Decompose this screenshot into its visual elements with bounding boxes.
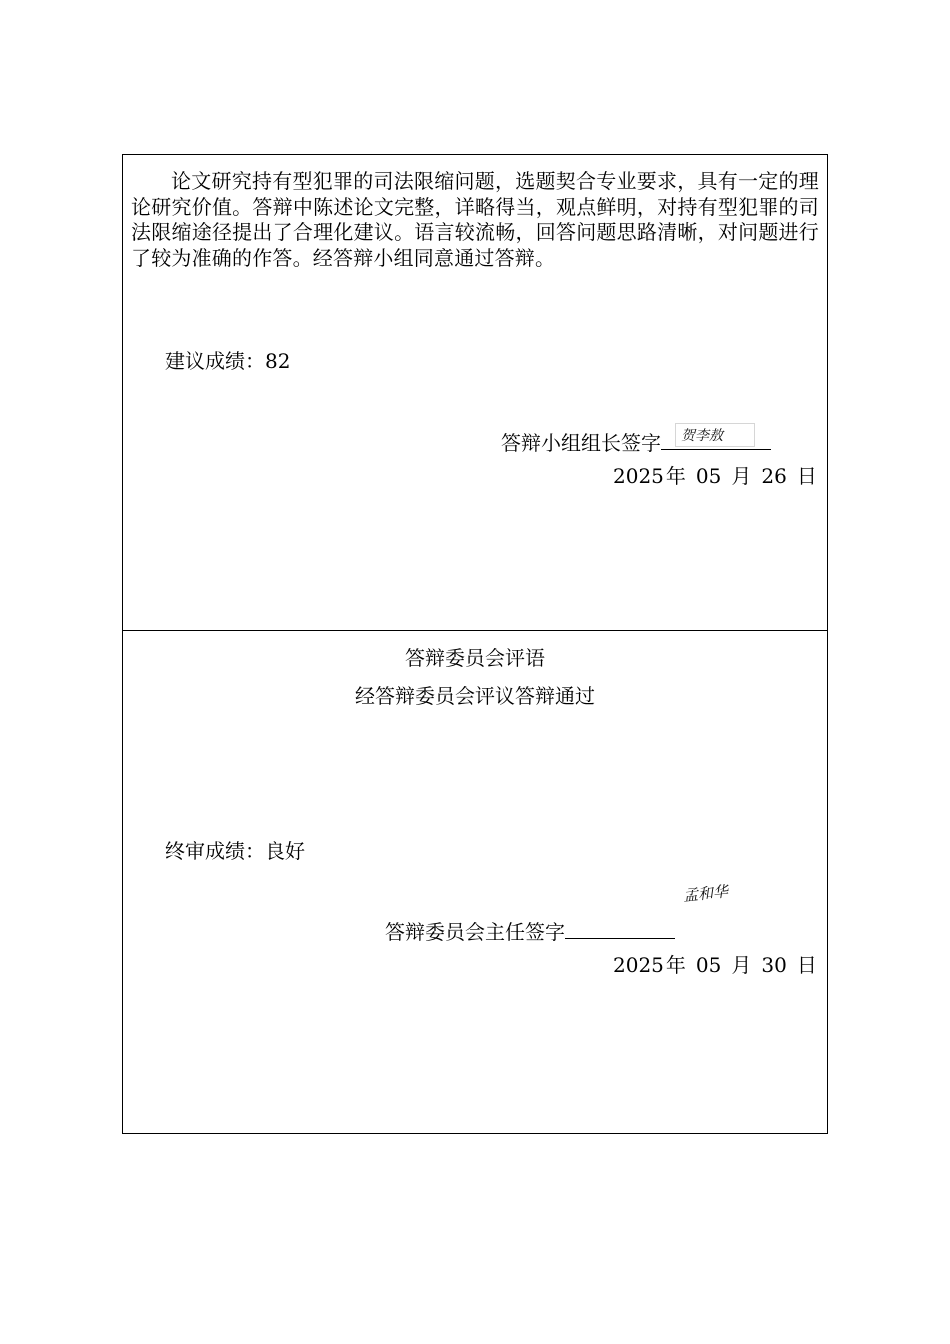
defense-group-section (123, 155, 827, 631)
committee-comment: 经答辩委员会评议答辩通过 (355, 684, 595, 708)
chair-signature-label: 答辩委员会主任签字 (385, 920, 565, 944)
svg-text:贺李敖: 贺李敖 (681, 428, 723, 444)
leader-signature-row (501, 425, 771, 456)
committee-date-day: 30 (761, 953, 787, 977)
suggested-grade (165, 348, 290, 374)
defense-group-comment: 论文研究持有型犯罪的司法限缩问题，选题契合专业要求，具有一定的理论研究价值。答辩中陈述论文完整，详略得当，观点鲜明，对持有型犯罪的司法限缩途径提出了合理化建议。语言较流畅，回答问题思路清晰，对问题进行了较为准确的作答。经答辩小组同意通过答辩。 (131, 169, 819, 270)
defense-evaluation-form (122, 154, 828, 1134)
leader-signature-label: 答辩小组组长签字 (501, 431, 661, 455)
group-date-day: 26 (761, 464, 787, 488)
suggested-grade-value: 82 (265, 349, 291, 373)
group-date-day-unit: 日 (796, 464, 817, 488)
committee-date-year: 2025 (613, 953, 664, 977)
committee-heading: 答辩委员会评语 (405, 646, 545, 670)
final-grade-value: 良好 (265, 839, 305, 863)
final-grade-label: 终审成绩： (165, 839, 265, 863)
group-date-year-unit: 年 (665, 464, 686, 488)
leader-signature-field (661, 425, 771, 450)
committee-section (123, 631, 827, 1133)
svg-text:孟和华: 孟和华 (682, 882, 729, 905)
chair-signature-row (385, 882, 729, 945)
chair-signature-image (681, 878, 747, 908)
chair-signature-field (565, 882, 729, 939)
committee-date (613, 952, 817, 978)
defense-group-date (613, 463, 817, 489)
group-date-month-unit: 月 (731, 464, 752, 488)
committee-date-day-unit: 日 (796, 953, 817, 977)
committee-date-month-unit: 月 (731, 953, 752, 977)
leader-signature-image (675, 423, 755, 447)
committee-date-month: 05 (695, 953, 722, 977)
committee-date-year-unit: 年 (665, 953, 686, 977)
group-date-month: 05 (695, 464, 722, 488)
group-date-year: 2025 (613, 464, 664, 488)
final-grade (165, 838, 305, 864)
suggested-grade-label: 建议成绩： (165, 349, 265, 373)
